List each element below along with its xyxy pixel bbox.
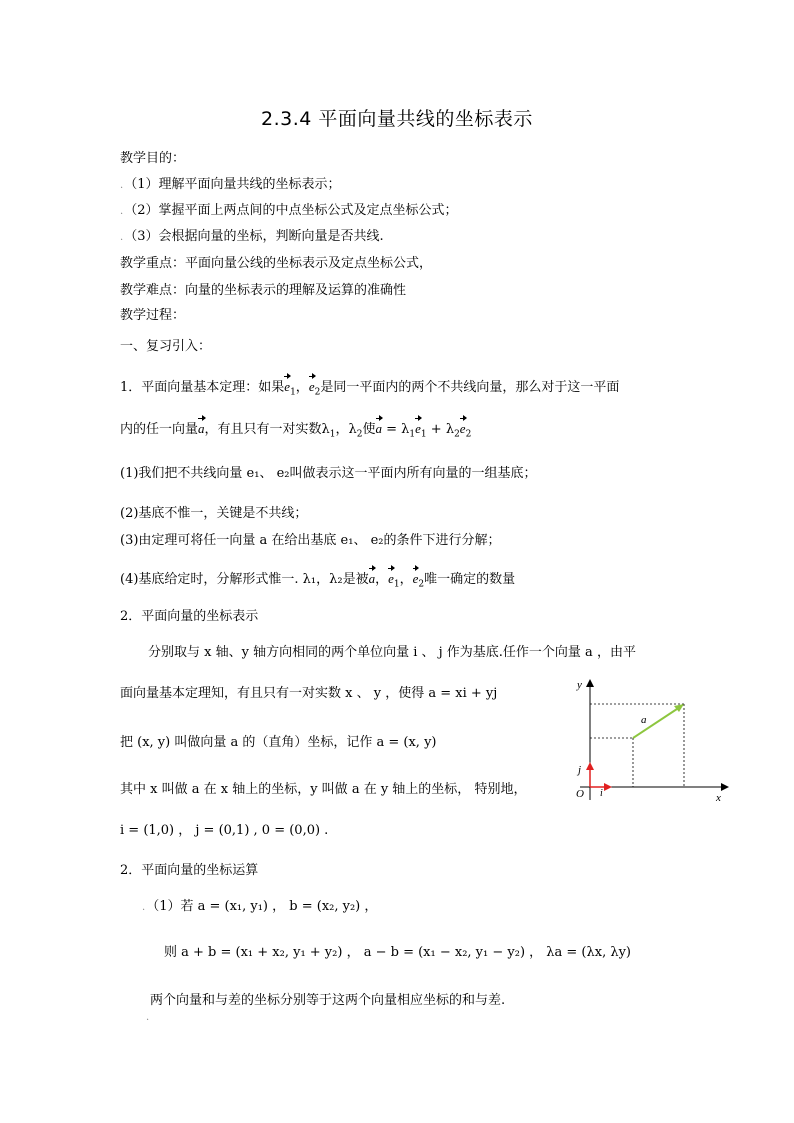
sec3-para-1: .（1）若 a = (x₁, y₁) ， b = (x₂, y₂) ， [142,899,378,914]
goal-2: .（2）掌握平面上两点间的中点坐标公式及定点坐标公式； [120,203,458,218]
theorem-line-2: 内的任一向量a，有且只有一对实数$\lambda_1$，$\lambda_2$使$a = \lambda_1e_1 + \lambda_2e_2$ [120,421,472,440]
a-label: a [641,714,647,726]
x-axis-label: x [716,792,721,804]
sec3-para-3: 两个向量和与差的坐标分别等于这两个向量相应坐标的和与差. [150,993,506,1008]
sec2-para-5: i = (1,0) ， j = (0,1) , 0 = (0,0) . [120,823,329,838]
sec2-para-4: 其中 x 叫做 a 在 x 轴上的坐标，y 叫做 a 在 y 轴上的坐标， 特别地， [120,782,527,797]
origin-label: O [576,788,584,800]
goal-heading: 教学目的： [120,151,186,166]
sec2-para-3: 把 (x, y) 叫做向量 a 的（直角）坐标，记作 a = (x, y) [120,735,437,750]
section-3-heading: 2．平面向量的坐标运算 [120,863,259,878]
key-point: 教学重点：平面向量公线的坐标表示及定点坐标公式， [120,256,433,271]
process-heading: 教学过程： [120,308,186,323]
unit-vector-j-arrowhead [586,762,594,770]
paragraph-mark: . [146,1012,150,1023]
i-label: i [600,788,603,799]
difficulty: 教学难点：向量的坐标表示的理解及运算的准确性 [120,283,407,298]
page-title: 2.3.4 平面向量共线的坐标表示 [261,108,533,130]
sec3-para-2: 则 a + b = (x₁ + x₂, y₁ + y₂) ， a − b = (x₁ − x₂, y₁ − y₂) ， λa = (λx, λy) [164,945,631,960]
section-1-heading: 一、复习引入： [120,339,212,354]
theorem-line-1: 1．平面向量基本定理：如果$e_1$，$e_2$是同一平面内的两个不共线向量，那么对于这一平面 [120,379,620,398]
note-3: (3)由定理可将任一向量 a 在给出基底 e₁、 e₂的条件下进行分解； [120,533,501,548]
note-4: (4)基底给定时，分解形式惟一. λ₁，λ₂是被a，$e_1$，$e_2$唯一确定的数量 [120,571,516,590]
goal-1: .（1）理解平面向量共线的坐标表示； [120,177,341,192]
sec2-para-1: 分别取与 x 轴、y 轴方向相同的两个单位向量 i 、 j 作为基底.任作一个向量 a ，由平 [148,645,636,660]
unit-vector-i-arrowhead [604,783,612,791]
j-label: j [578,764,582,776]
sec2-para-2: 面向量基本定理知，有且只有一对实数 x 、 y ，使得 a = xi + yj [120,686,498,701]
note-1: (1)我们把不共线向量 e₁、 e₂叫做表示这一平面内所有向量的一组基底； [120,466,537,481]
note-2: (2)基底不惟一，关键是不共线； [120,506,308,521]
coordinate-figure [560,672,740,812]
y-axis-label: y [577,679,582,691]
section-2-heading: 2．平面向量的坐标表示 [120,609,259,624]
goal-3: .（3）会根据向量的坐标，判断向量是否共线. [120,229,384,244]
